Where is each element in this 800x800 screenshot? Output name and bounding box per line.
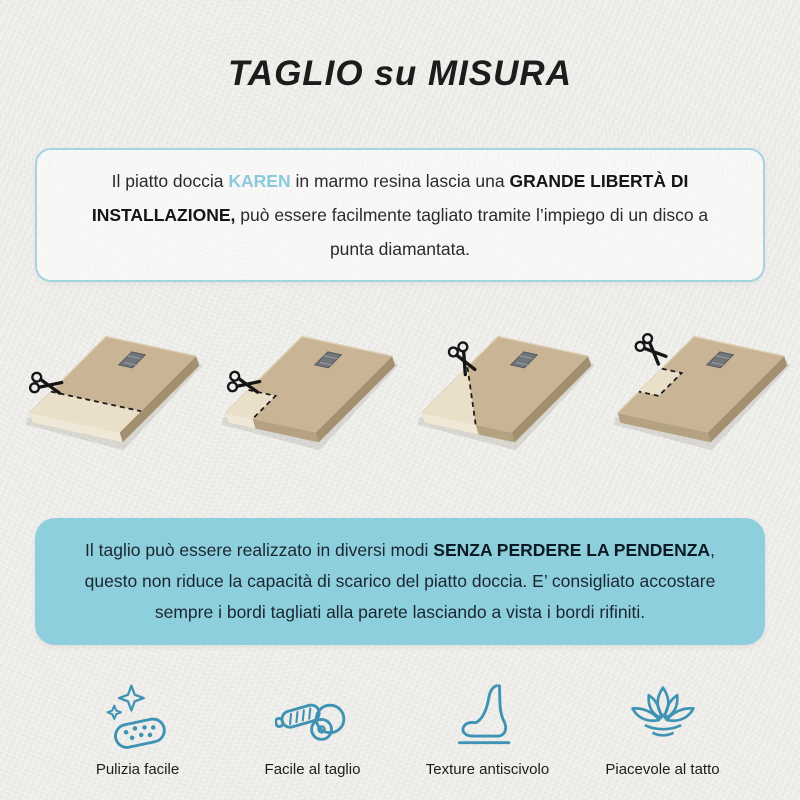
cut-diagram-notch xyxy=(596,320,792,508)
cut-diagram-edge-strip xyxy=(8,320,204,508)
text-segment-bold: GRANDE LIBERTÀ DI INSTALLAZIONE, xyxy=(91,171,689,226)
shower-tray-diagonal-cut-illustration xyxy=(400,320,596,502)
shower-tray-strip-cut-illustration xyxy=(8,320,204,502)
shower-tray-notch-cut-illustration xyxy=(596,320,792,502)
text-segment-bold: SENZA PERDERE LA PENDENZA xyxy=(433,540,711,560)
cut-diagrams-row xyxy=(8,320,792,510)
grinder-icon xyxy=(275,680,351,756)
text-segment-normal: Il piatto doccia xyxy=(111,171,229,191)
info-text-box xyxy=(35,518,765,645)
feature-antislip-texture xyxy=(405,680,570,778)
features-row xyxy=(55,680,745,778)
scissors-icon xyxy=(634,332,669,367)
cut-diagram-diagonal xyxy=(400,320,596,508)
text-segment-normal: può essere facilmente tagliato tramite l’impiego di un disco a punta diamantata. xyxy=(235,205,709,260)
scissors-icon xyxy=(227,371,260,396)
feature-label: Piacevole al tatto xyxy=(605,761,720,778)
intro-text-box xyxy=(35,148,765,282)
shower-tray-corner-cut-illustration xyxy=(204,320,400,502)
feature-label: Texture antiscivolo xyxy=(425,761,550,778)
lotus-icon xyxy=(625,680,701,756)
text-segment-normal: Il taglio può essere realizzato in diversi modi xyxy=(85,540,434,560)
feature-label: Facile al taglio xyxy=(264,761,361,778)
feature-label: Pulizia facile xyxy=(95,761,180,778)
sponge-icon xyxy=(100,680,176,756)
text-segment-normal: in marmo resina lascia una xyxy=(290,171,510,191)
feature-pleasant-touch xyxy=(580,680,745,778)
intro-text xyxy=(71,164,729,266)
page-title: TAGLIO su MISURA xyxy=(228,54,572,93)
foot-icon xyxy=(450,680,526,756)
info-text xyxy=(67,535,733,628)
text-segment-normal: , questo non riduce la capacità di scarico del piatto doccia. E’ consigliato accostare sempre i bordi tagliati alla parete lasciando a vista i bordi rifiniti. xyxy=(84,540,716,623)
feature-easy-to-cut xyxy=(230,680,395,778)
feature-easy-cleaning xyxy=(55,680,220,778)
scissors-icon xyxy=(29,372,62,397)
text-segment-brand: KAREN xyxy=(228,171,291,191)
cut-diagram-corner-square xyxy=(204,320,400,508)
